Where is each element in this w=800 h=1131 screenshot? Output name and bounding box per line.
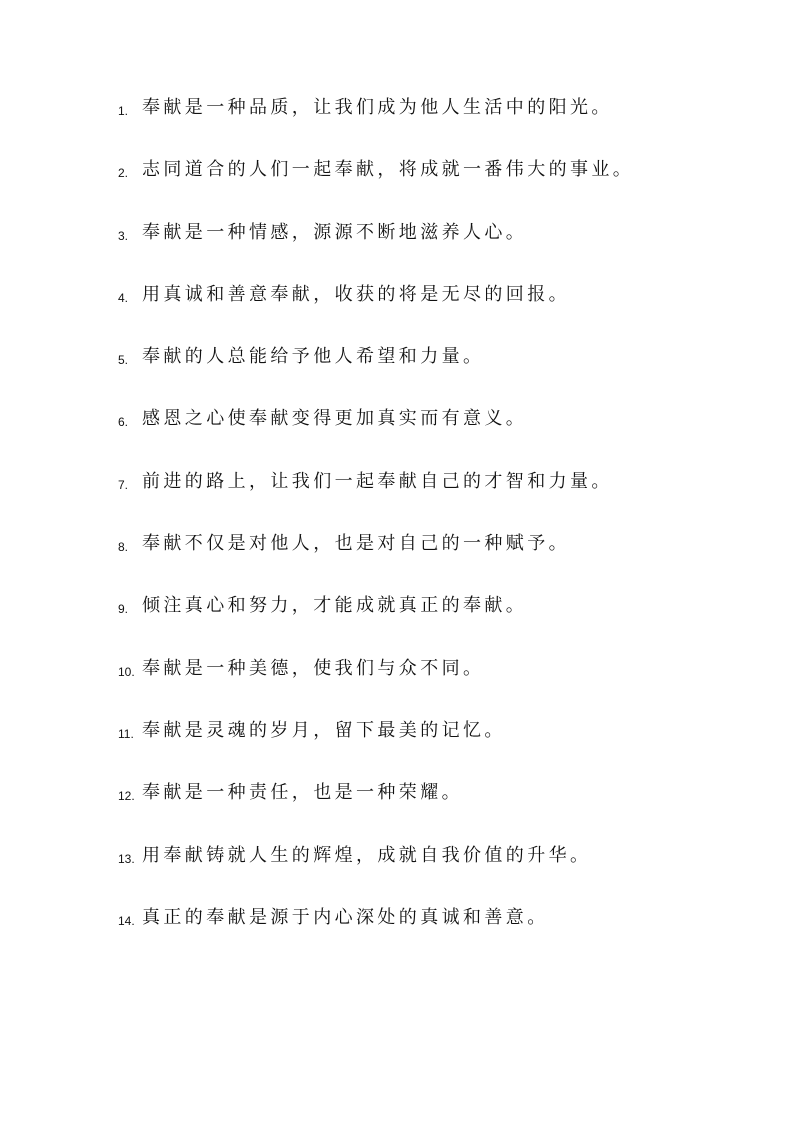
- item-number: 4.: [118, 290, 129, 305]
- list-item: [118, 467, 758, 529]
- list-item: [118, 155, 758, 217]
- item-number: 7.: [118, 477, 129, 492]
- list-item: [118, 218, 758, 280]
- quote-list: [118, 93, 758, 965]
- item-number: 3.: [118, 228, 129, 243]
- item-number: 5.: [118, 353, 129, 368]
- list-item: [118, 654, 758, 716]
- item-text: 真正的奉献是源于内心深处的真诚和善意。: [142, 906, 549, 928]
- list-item: [118, 404, 758, 466]
- item-number: 14.: [118, 913, 135, 928]
- item-text: 奉献是一种美德，使我们与众不同。: [142, 657, 485, 679]
- item-text: 奉献是一种责任，也是一种荣耀。: [142, 782, 463, 804]
- list-item: [118, 342, 758, 404]
- item-number: 9.: [118, 602, 129, 617]
- item-number: 10.: [118, 664, 135, 679]
- list-item: [118, 778, 758, 840]
- item-number: 11.: [118, 726, 134, 741]
- item-number: 6.: [118, 415, 129, 430]
- item-number: 2.: [118, 166, 129, 181]
- item-text: 感恩之心使奉献变得更加真实而有意义。: [142, 408, 528, 430]
- item-text: 奉献是一种情感，源源不断地滋养人心。: [142, 221, 528, 243]
- list-item: [118, 716, 758, 778]
- item-number: 13.: [118, 851, 135, 866]
- list-item: [118, 93, 758, 155]
- item-text: 奉献的人总能给予他人希望和力量。: [142, 346, 485, 368]
- list-item: [118, 903, 758, 965]
- list-item: [118, 280, 758, 342]
- item-number: 1.: [118, 104, 129, 118]
- item-number: 8.: [118, 540, 129, 555]
- item-text: 志同道合的人们一起奉献，将成就一番伟大的事业。: [142, 159, 635, 181]
- item-text: 用真诚和善意奉献，收获的将是无尽的回报。: [142, 283, 570, 305]
- item-text: 倾注真心和努力，才能成就真正的奉献。: [142, 595, 528, 617]
- item-number: 12.: [118, 789, 135, 804]
- item-text: 奉献是灵魂的岁月，留下最美的记忆。: [142, 719, 506, 741]
- list-item: [118, 591, 758, 653]
- item-text: 奉献是一种品质，让我们成为他人生活中的阳光。: [142, 97, 613, 118]
- item-text: 前进的路上，让我们一起奉献自己的才智和力量。: [142, 470, 613, 492]
- item-text: 用奉献铸就人生的辉煌，成就自我价值的升华。: [142, 844, 592, 866]
- list-item: [118, 841, 758, 903]
- item-text: 奉献不仅是对他人，也是对自己的一种赋予。: [142, 533, 570, 555]
- list-item: [118, 529, 758, 591]
